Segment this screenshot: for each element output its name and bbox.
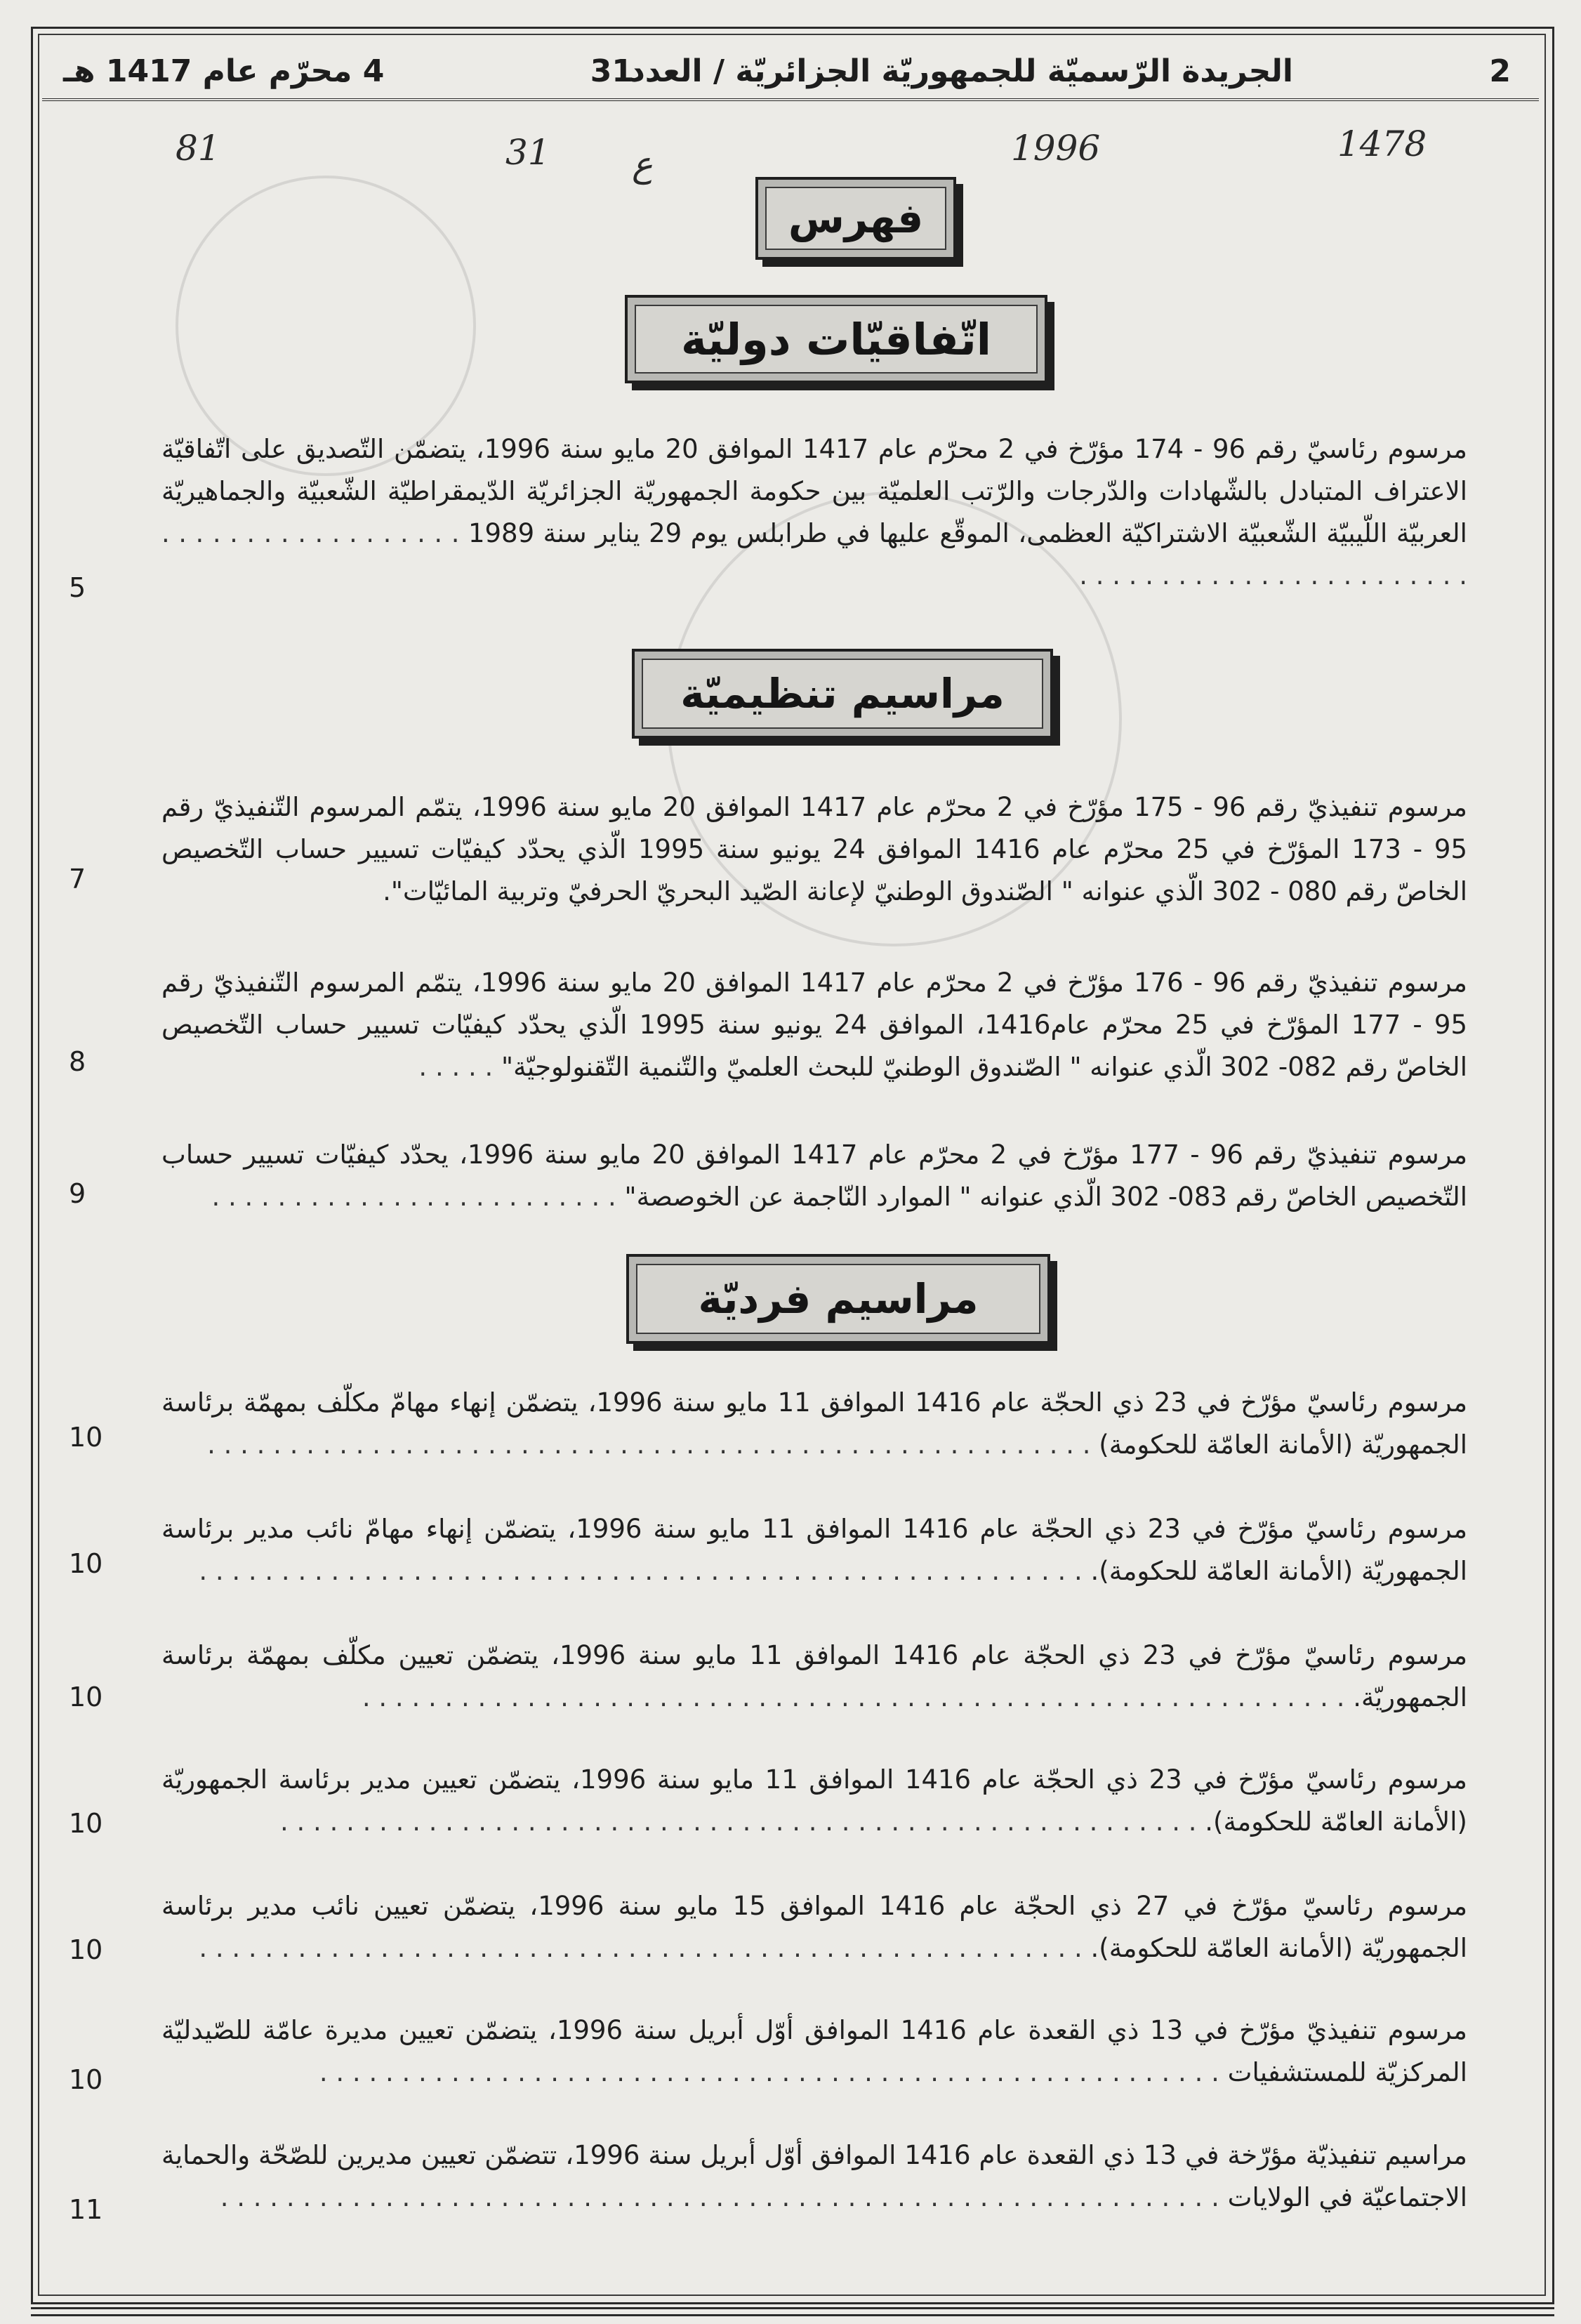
entry-leader-dots: . . . . . . . . . . . . . . . . . . . . . . . . . . . . . . . . . . . . . . . . . . . . . . . . . . . . . . bbox=[207, 1430, 1091, 1460]
entry-page-number: 10 bbox=[69, 2064, 103, 2095]
page-header bbox=[42, 38, 1539, 105]
entry-leader-dots: . . . . . . . . . . . . . . . . . . . . . . . . . . . . . . . . . . . . . . . . . . . . . . . . . . . . . . . bbox=[319, 2057, 1219, 2087]
handwritten-note-issue: 31 bbox=[505, 132, 550, 173]
section-title: اتّفاقيّات دوليّة bbox=[680, 313, 992, 365]
entry-page-number: 11 bbox=[69, 2194, 103, 2225]
toc-entry[interactable] bbox=[161, 1635, 1467, 1719]
entry-page-number: 10 bbox=[69, 1934, 103, 1965]
toc-entry[interactable] bbox=[161, 962, 1467, 1088]
issue-number: 31 bbox=[590, 53, 633, 89]
entry-page-number: 10 bbox=[69, 1422, 103, 1453]
header-rule bbox=[42, 98, 1539, 101]
section-title-box bbox=[626, 1254, 1050, 1344]
hijri-date: 4 محرّم عام 1417 هـ bbox=[63, 53, 385, 89]
handwritten-note-year: 1996 bbox=[1011, 128, 1101, 169]
toc-entry[interactable] bbox=[161, 1134, 1467, 1218]
entry-text: مرسوم رئاسيّ مؤرّخ في 23 ذي الحجّة عام 1416 الموافق 11 مايو سنة 1996، يتضمّن إنهاء مهامّ نائب مدير برئاسة الجمهوريّة (الأمانة العامّة للحكومة). bbox=[161, 1514, 1468, 1586]
toc-entry[interactable] bbox=[161, 1508, 1467, 1592]
entry-text: مرسوم رئاسيّ مؤرّخ في 27 ذي الحجّة عام 1416 الموافق 15 مايو سنة 1996، يتضمّن تعيين نائب مدير برئاسة الجمهوريّة (الأمانة العامّة للحكومة). bbox=[161, 1891, 1468, 1963]
section-title: مراسيم تنظيميّة bbox=[680, 670, 1005, 718]
entry-leader-dots: . . . . . . . . . . . . . . . . . . . . . . . . . . . . . . . . . . . . . . . . . . . . . . . . . . . . . . . . . . . . bbox=[362, 1682, 1345, 1712]
journal-title: الجريدة الرّسميّة للجمهوريّة الجزائريّة / العدد bbox=[629, 53, 1293, 89]
bottom-rule-2 bbox=[31, 2314, 1554, 2316]
entry-text: مرسوم رئاسيّ رقم 96 - 174 مؤرّخ في 2 محرّم عام 1417 الموافق 20 مايو سنة 1996، يتضمّن التّصديق على اتّفاقيّة الاعتراف المتبادل بالشّهادات والدّرجات والرّتب العلميّة بين حكومة الجمهوريّة الجزائريّة الدّيمقراطيّة الشّعبيّة والجماهيريّة العربيّة اللّيبيّة الشّعبيّة الاشتراكيّة العظمى، الموقّع عليها في طرابلس يوم 29 يناير سنة 1989 bbox=[161, 434, 1467, 548]
entry-leader-dots: . . . . . bbox=[418, 1052, 494, 1082]
entry-leader-dots: . . . . . . . . . . . . . . . . . . . . . . . . . . . . . . . . . . . . . . . . . . . . . . . . . . . . . . bbox=[199, 1933, 1083, 1963]
entry-page-number: 9 bbox=[69, 1178, 86, 1209]
toc-entry[interactable] bbox=[161, 2134, 1467, 2219]
entry-page-number: 7 bbox=[69, 864, 86, 894]
entry-page-number: 10 bbox=[69, 1548, 103, 1579]
toc-entry[interactable] bbox=[161, 428, 1467, 597]
handwritten-note-day: ع bbox=[632, 144, 653, 185]
toc-entry[interactable] bbox=[161, 786, 1467, 913]
toc-entry[interactable] bbox=[161, 2009, 1467, 2094]
entry-text: مرسوم رئاسيّ مؤرّخ في 23 ذي الحجّة عام 1416 الموافق 11 مايو سنة 1996، يتضمّن تعيين مكلّف بمهمّة برئاسة الجمهوريّة. bbox=[161, 1640, 1468, 1712]
entry-leader-dots: . . . . . . . . . . . . . . . . . . . . . . . . . . . . . . . . . . . . . . . . . . . . . . . . . . . . . . bbox=[199, 1556, 1083, 1586]
entry-text: مراسيم تنفيذيّة مؤرّخة في 13 ذي القعدة عام 1416 الموافق أوّل أبريل سنة 1996، تتضمّن تعيين مديرين للصّحّة والحماية الاجتماعيّة في الولايات bbox=[161, 2140, 1467, 2212]
toc-entry[interactable] bbox=[161, 1759, 1467, 1843]
bottom-rule bbox=[31, 2307, 1554, 2309]
entry-text: مرسوم تنفيذيّ رقم 96 - 176 مؤرّخ في 2 محرّم عام 1417 الموافق 20 مايو سنة 1996، يتمّم المرسوم التّنفيذيّ رقم 95 - 177 المؤرّخ في 25 محرّم عام1416، الموافق 24 يونيو سنة 1995 الّذي يحدّد كيفيّات تسيير حساب التّخصيص الخاصّ رقم 082- 302 الّذي عنوانه " الصّندوق الوطنيّ للبحث العلميّ والتّنمية التّقنولوجيّة" bbox=[161, 968, 1467, 1082]
entry-text: مرسوم تنفيذيّ رقم 96 - 175 مؤرّخ في 2 محرّم عام 1417 الموافق 20 مايو سنة 1996، يتمّم المرسوم التّنفيذيّ رقم 95 - 173 المؤرّخ في 25 محرّم عام 1416 الموافق 24 يونيو سنة 1995 الّذي يحدّد كيفيّات تسيير حساب التّخصيص الخاصّ رقم 080 - 302 الّذي عنوانه " الصّندوق الوطنيّ لإعانة الصّيد البحريّ الحرفيّ وتربية المائيّات". bbox=[161, 792, 1467, 906]
toc-entry[interactable] bbox=[161, 1382, 1467, 1466]
handwritten-note-right: 1478 bbox=[1337, 124, 1427, 164]
toc-entry[interactable] bbox=[161, 1885, 1467, 1969]
index-title-box bbox=[755, 177, 956, 260]
index-title: فهرس bbox=[788, 194, 924, 242]
entry-page-number: 10 bbox=[69, 1808, 103, 1839]
page-number: 2 bbox=[1489, 53, 1511, 89]
entry-page-number: 5 bbox=[69, 572, 86, 603]
section-title-box bbox=[632, 649, 1053, 739]
entry-text: مرسوم رئاسيّ مؤرّخ في 23 ذي الحجّة عام 1416 الموافق 11 مايو سنة 1996، يتضمّن إنهاء مهامّ مكلّف بمهمّة برئاسة الجمهوريّة (الأمانة العامّة للحكومة) bbox=[161, 1387, 1468, 1460]
entry-page-number: 10 bbox=[69, 1682, 103, 1712]
entry-leader-dots: . . . . . . . . . . . . . . . . . . . . . . . . . bbox=[211, 1182, 616, 1212]
section-title: مراسيم فرديّة bbox=[698, 1275, 979, 1323]
entry-page-number: 8 bbox=[69, 1046, 86, 1077]
entry-leader-dots: . . . . . . . . . . . . . . . . . . . . . . . . . . . . . . . . . . . . . . . . . . . . . . . . . . . . . . . . bbox=[280, 1807, 1197, 1837]
entry-leader-dots: . . . . . . . . . . . . . . . . . . . . . . . . . . . . . . . . . . . . . . . . . . bbox=[161, 518, 1467, 590]
entry-leader-dots: . . . . . . . . . . . . . . . . . . . . . . . . . . . . . . . . . . . . . . . . . . . . . . . . . . . . . . . . . . . . . bbox=[220, 2182, 1219, 2212]
entry-text: مرسوم رئاسيّ مؤرّخ في 23 ذي الحجّة عام 1416 الموافق 11 مايو سنة 1996، يتضمّن تعيين مدير برئاسة الجمهوريّة (الأمانة العامّة للحكومة). bbox=[161, 1764, 1468, 1837]
entry-text: مرسوم تنفيذيّ مؤرّخ في 13 ذي القعدة عام 1416 الموافق أوّل أبريل سنة 1996، يتضمّن تعيين مديرة عامّة للصّيدليّة المركزيّة للمستشفيات bbox=[161, 2015, 1467, 2087]
handwritten-note-left: 81 bbox=[176, 128, 220, 169]
section-title-box bbox=[625, 295, 1047, 383]
entry-text: مرسوم تنفيذيّ رقم 96 - 177 مؤرّخ في 2 محرّم عام 1417 الموافق 20 مايو سنة 1996، يحدّد كيفيّات تسيير حساب التّخصيص الخاصّ رقم 083- 302 الّذي عنوانه " الموارد النّاجمة عن الخوصصة" bbox=[161, 1140, 1468, 1212]
